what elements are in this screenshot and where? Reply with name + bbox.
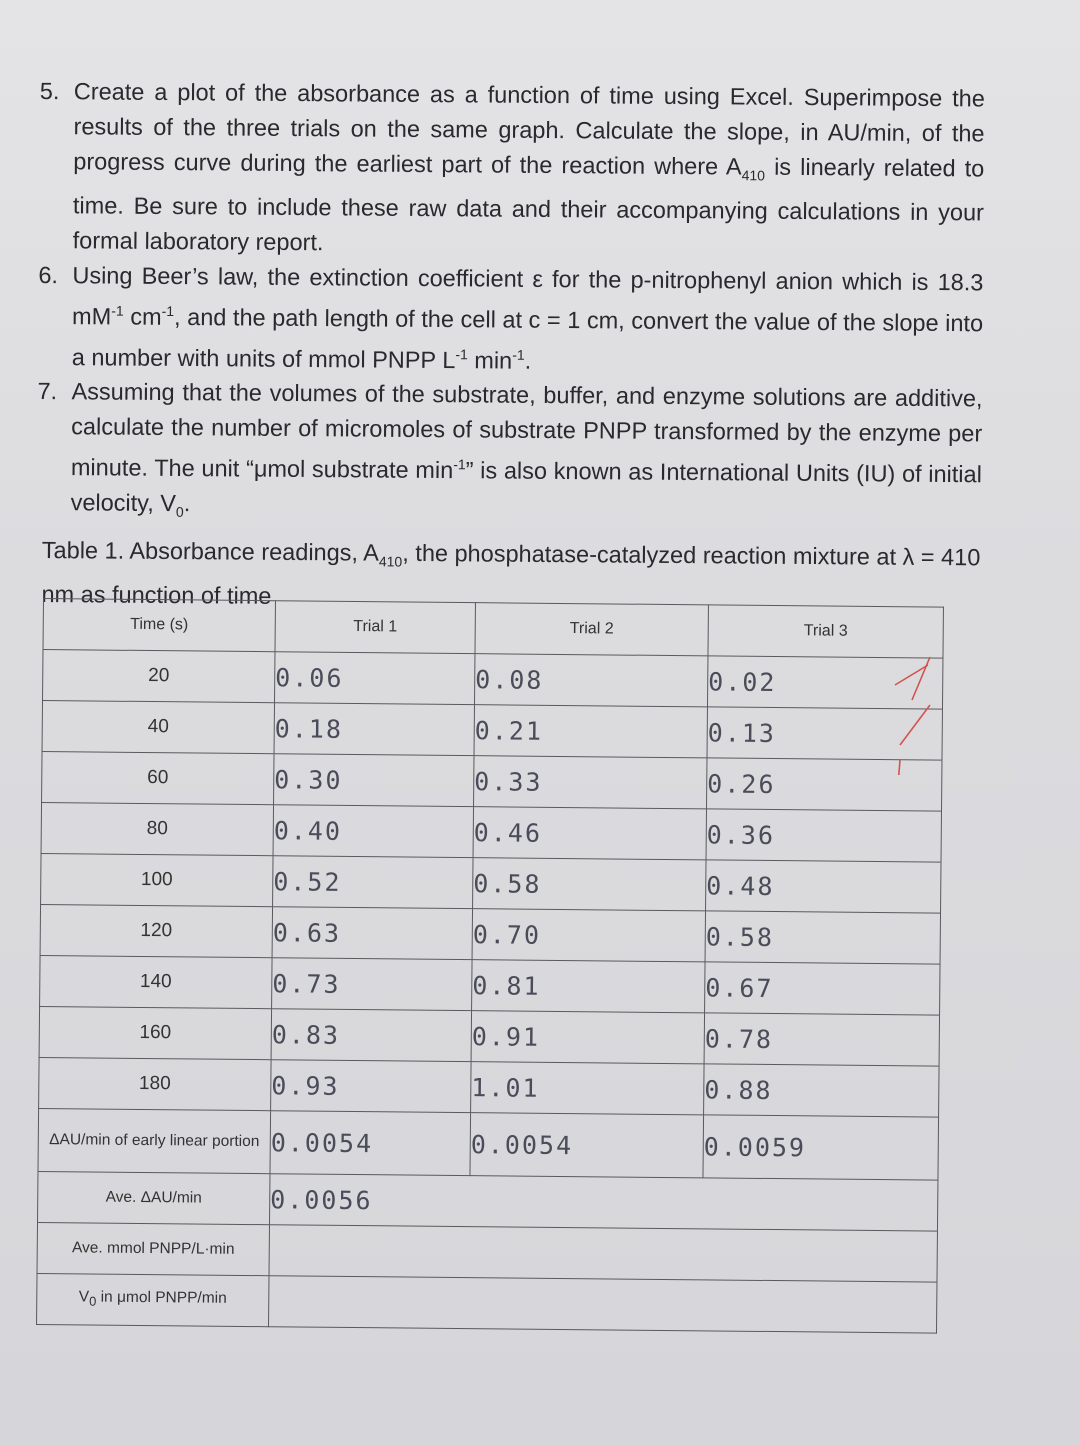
v0-label: $V_0$ in μmol PNPP/min	[37, 1273, 269, 1326]
red-pen-marks	[890, 645, 940, 775]
absorbance-table	[36, 598, 944, 1334]
trial-3-cell: 0.13	[707, 707, 942, 760]
pen-stroke	[900, 705, 930, 745]
trial-3-cell: 0.02	[707, 656, 942, 709]
trial-3-cell: 0.67	[705, 962, 940, 1015]
trial-1-cell: 0.63	[272, 907, 472, 960]
mmol-label: Ave. mmol PNPP/L·min	[37, 1222, 269, 1275]
mmol-value	[269, 1225, 937, 1282]
trial-2-cell: 0.58	[473, 858, 706, 911]
average-row	[38, 1171, 938, 1231]
trial-1-cell: 0.30	[274, 754, 474, 807]
instructions-list	[36, 74, 985, 536]
pen-stroke	[898, 760, 900, 775]
time-cell: 120	[40, 904, 272, 957]
trial-2-cell: 0.46	[473, 807, 706, 860]
trial-3-cell: 0.58	[705, 911, 940, 964]
trial-2-cell: 0.21	[474, 705, 707, 758]
header-trial-3: Trial 3	[708, 605, 943, 658]
table-row	[43, 650, 943, 710]
time-cell: 140	[40, 955, 272, 1008]
table-row	[40, 904, 940, 964]
table-header-row	[43, 599, 943, 659]
table-row	[39, 1057, 939, 1117]
trial-2-cell: 0.91	[471, 1011, 704, 1064]
time-cell: 160	[39, 1006, 271, 1059]
slope-trial-1: 0.0054	[270, 1111, 471, 1176]
time-cell: 180	[39, 1057, 271, 1110]
slope-label: ΔAU/min of early linear portion	[38, 1108, 271, 1173]
instruction-5: 5. Create a plot of the absorbance as a function of time using Excel. Superimpose the results of the three trials on the same graph. Calculate the slope, in AU/min, of the progress curve during the earliest part of the reaction where $A_{410}$ is linearly related to time. Be sure to include these raw data and their accompanying calculations in your formal laboratory report.	[39, 77, 985, 255]
v0-row	[37, 1273, 937, 1333]
trial-2-cell: 1.01	[471, 1062, 704, 1115]
trial-3-cell: 0.36	[706, 809, 941, 862]
trial-3-cell: 0.78	[704, 1013, 939, 1066]
pen-stroke	[912, 657, 930, 700]
trial-3-cell: 0.88	[704, 1064, 939, 1117]
instruction-6: 6. Using Beer’s law, the extinction coefficient ε for the p-nitrophenyl anion which is 18.3 $mM^{-1}$ $cm^{-1}$, and the path length of the cell at c = 1 cm, convert the value of the slope into a number with units of mmol PNPP $L^{-1}$ $\min^{-1}$.	[38, 261, 984, 374]
slope-row	[38, 1108, 939, 1180]
table-row	[42, 751, 942, 811]
trial-2-cell: 0.33	[474, 756, 707, 809]
header-time: Time (s)	[43, 599, 275, 652]
table-caption: Table 1. Absorbance readings, $A_{410}$, the phosphatase-catalyzed reaction mixture at λ = 410 nm as function of time	[41, 536, 981, 609]
trial-1-cell: 0.73	[272, 958, 472, 1011]
trial-1-cell: 0.83	[271, 1009, 471, 1062]
trial-2-cell: 0.08	[474, 654, 707, 707]
trial-1-cell: 0.52	[273, 856, 473, 909]
trial-3-cell: 0.48	[706, 860, 941, 913]
table-row	[42, 701, 942, 761]
absorbance-table-wrapper	[36, 598, 944, 1334]
trial-1-cell: 0.18	[274, 703, 474, 756]
table-row	[41, 802, 941, 862]
table-row	[40, 955, 940, 1015]
trial-2-cell: 0.81	[472, 960, 705, 1013]
trial-1-cell: 0.93	[271, 1060, 471, 1113]
slope-trial-3: 0.0059	[703, 1115, 939, 1180]
average-label: Ave. ΔAU/min	[38, 1171, 270, 1224]
trial-1-cell: 0.06	[275, 652, 475, 705]
time-cell: 20	[43, 650, 275, 703]
table-row	[41, 853, 941, 913]
table-body	[39, 650, 943, 1118]
instruction-7: 7. Assuming that the volumes of the substrate, buffer, and enzyme solutions are additive, calculate the number of micromoles of substrate PNPP transformed by the enzyme per minute. The unit “μmol substrate $\min^{-1}$” is also known as International Units (IU) of initial velocity, $V_0$.	[37, 378, 983, 521]
table-row	[39, 1006, 939, 1066]
trial-2-cell: 0.70	[472, 909, 705, 962]
trial-1-cell: 0.40	[273, 805, 473, 858]
time-cell: 100	[41, 853, 273, 906]
header-trial-2: Trial 2	[475, 603, 708, 656]
slope-trial-2: 0.0054	[470, 1113, 704, 1178]
trial-3-cell: 0.26	[707, 758, 942, 811]
time-cell: 40	[42, 701, 274, 754]
average-value: 0.0056	[269, 1174, 937, 1231]
time-cell: 80	[41, 802, 273, 855]
v0-value	[269, 1276, 937, 1333]
header-trial-1: Trial 1	[275, 601, 475, 654]
time-cell: 60	[42, 751, 274, 804]
mmol-row	[37, 1222, 937, 1282]
